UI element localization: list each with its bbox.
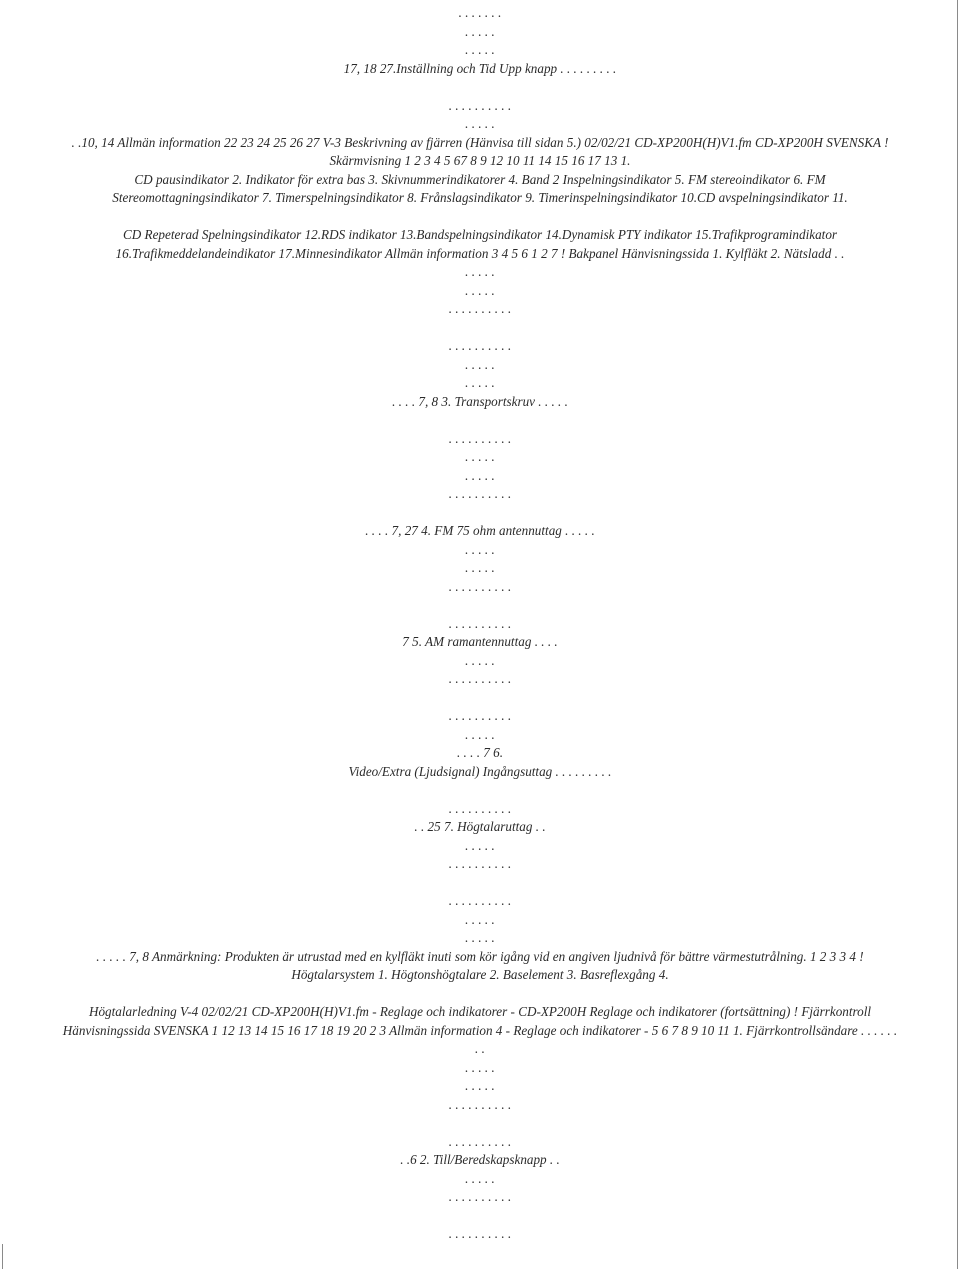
blank-line <box>5 411 955 430</box>
text-line: . . . . . <box>465 1170 495 1186</box>
text-line: . . . . . <box>465 911 495 927</box>
text-line: CD Repeterad Spelningsindikator 12.RDS indikator 13.Bandspelningsindikator 14.Dynamisk PTY indikator 15.Trafikprogramindikator <box>122 227 838 242</box>
blank-line <box>5 596 955 615</box>
text-line: . . . . 7 6. <box>456 745 504 760</box>
text-line: . .10, 14 Allmän information 22 23 24 25 26 27 V-3 Beskrivning av fjärren (Hänvisa till sidan 5.) 02/02/21 CD-XP200H(H)V1.fm CD-XP200H SVENSKA ! <box>71 134 889 150</box>
text-line: Video/Extra (Ljudsignal) Ingångsuttag . . . . . . . . . <box>348 763 612 779</box>
text-line: . . <box>475 1041 485 1056</box>
text-line: Skärmvisning 1 2 3 4 5 67 8 9 12 10 11 14 15 16 17 13 1. <box>329 153 631 168</box>
text-line: 17, 18 27.Inställning och Tid Upp knapp . . . . . . . . . <box>343 60 617 76</box>
text-line: Högtalarsystem 1. Högtonshögtalare 2. Baselement 3. Basreflexgång 4. <box>291 967 669 982</box>
text-line: . . . . . . . . . . <box>448 430 512 446</box>
text-line: . . . . . <box>465 930 495 945</box>
text-line: . . . . . <box>465 23 495 39</box>
text-line: . . . . . . . . . . <box>448 671 512 686</box>
text-line: . . . . . . . . . . <box>448 1189 512 1204</box>
text-line: . . . . . . . . . . <box>448 578 512 594</box>
text-line: . . . . . <box>465 1059 495 1075</box>
text-line: . . . . . <box>465 726 495 742</box>
text-line: . . . . . <box>465 449 495 464</box>
text-line: . . . . . . . . . . <box>448 708 512 723</box>
text-line: . . . . . <box>465 116 495 131</box>
text-line: . . 25 7. Högtalaruttag . . <box>414 819 546 834</box>
blank-line <box>5 985 955 1004</box>
text-line: . . . . . <box>465 652 495 668</box>
text-line: Stereomottagningsindikator 7. Timerspelningsindikator 8. Frånslagsindikator 9. Timerinspelningsindikator 10.CD avspelningsindikator 11. <box>112 190 848 205</box>
text-line: . . . . . . . . . . <box>448 1133 512 1149</box>
text-line: . .6 2. Till/Beredskapsknapp . . <box>400 1152 560 1167</box>
text-line: . . . . . . . . . . <box>448 338 512 353</box>
text-line: Hänvisningssida SVENSKA 1 12 13 14 15 16 17 18 19 20 2 3 Allmän information 4 - Reglage och indikatorer - 5 6 7 8 9 10 11 1. Fjärrkontrollsändare . . . . . . <box>62 1022 898 1038</box>
blank-line <box>5 874 955 893</box>
text-line: . . . . . . . . . . <box>448 1096 512 1112</box>
text-line: . . . . . <box>465 560 495 575</box>
blank-line <box>5 1207 955 1226</box>
blank-line <box>5 208 955 227</box>
text-line: . . . . . <box>465 1078 495 1093</box>
text-line: . . . . 7, 27 4. FM 75 ohm antennuttag . . . . . <box>365 523 595 538</box>
blank-line <box>5 781 955 800</box>
text-line: . . . . . <box>465 375 495 390</box>
text-line: . . . . 7, 8 3. Transportskruv . . . . . <box>392 393 568 409</box>
text-line: . . . . . <box>465 541 495 557</box>
text-line: . . . . . 7, 8 Anmärkning: Produkten är utrustad med en kylfläkt inuti som kör igång vid en angiven ljudnivå för bättre värmestutrålning. 1 2 3 3 4 ! <box>96 948 864 964</box>
blank-line <box>5 689 955 708</box>
blank-line <box>5 319 955 338</box>
text-line: . . . . . . . . . . <box>448 893 512 908</box>
text-line: . . . . . . . . . . <box>448 856 512 871</box>
text-line: . . . . . <box>465 837 495 853</box>
text-line: 16.Trafikmeddelandeindikator 17.Minnesindikator Allmän information 3 4 5 6 1 2 7 ! Bakpanel Hänvisningssida 1. Kylfläkt 2. Nätsladd . . <box>115 245 845 261</box>
document-text <box>0 4 960 1244</box>
text-line: . . . . . . . . . . <box>448 97 512 113</box>
text-line: . . . . . <box>465 467 495 483</box>
page-left-edge <box>2 1244 3 1269</box>
text-line: . . . . . <box>465 42 495 57</box>
text-line: . . . . . . . . . . <box>448 301 512 316</box>
text-line: . . . . . . . . . . <box>448 800 512 816</box>
blank-line <box>5 504 955 523</box>
blank-line <box>5 78 955 97</box>
text-line: . . . . . . . . . . <box>448 1226 512 1241</box>
text-line: . . . . . <box>465 264 495 279</box>
text-line: . . . . . . . <box>458 5 502 20</box>
blank-line <box>5 1114 955 1133</box>
text-line: . . . . . <box>465 356 495 372</box>
text-line: . . . . . . . . . . <box>448 615 512 631</box>
text-line: 7 5. AM ramantennuttag . . . . <box>402 634 558 649</box>
text-line: Högtalarledning V-4 02/02/21 CD-XP200H(H)V1.fm - Reglage och indikatorer - CD-XP200H Reglage och indikatorer (fortsättning) ! Fjärrkontroll <box>88 1004 872 1019</box>
text-line: . . . . . <box>465 282 495 298</box>
text-line: . . . . . . . . . . <box>448 486 512 501</box>
text-line: CD pausindikator 2. Indikator för extra bas 3. Skivnummerindikatorer 4. Band 2 Inspelningsindikator 5. FM stereoindikator 6. FM <box>134 171 826 187</box>
